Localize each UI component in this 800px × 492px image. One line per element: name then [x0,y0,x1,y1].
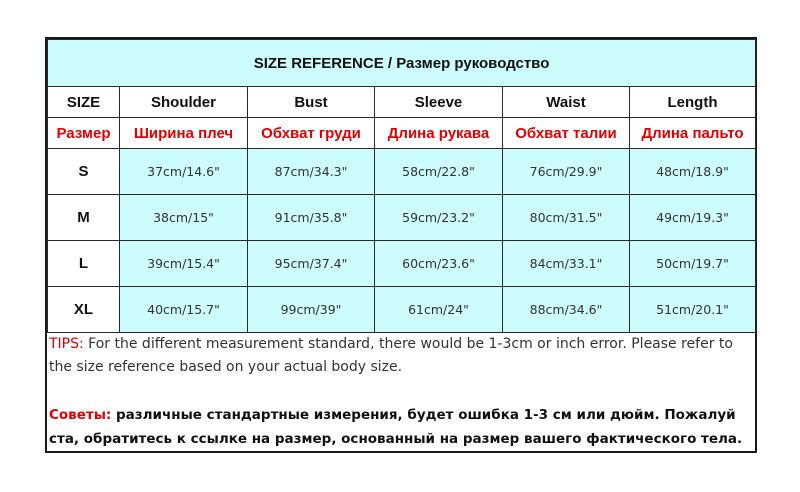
table-row [48,195,756,241]
shoulder-cell: 40cm/15.7" [120,287,248,333]
header-size: SIZE [48,87,120,118]
sleeve-cell: 61cm/24" [375,287,503,333]
header-ru-size: Размер [48,118,120,149]
shoulder-cell: 37cm/14.6" [120,149,248,195]
size-cell: XL [48,287,120,333]
table-row [48,149,756,195]
table-row [48,241,756,287]
waist-cell: 84cm/33.1" [503,241,630,287]
bust-cell: 95cm/37.4" [248,241,375,287]
header-ru-length: Длина пальто [630,118,756,149]
header-bust: Bust [248,87,375,118]
size-chart-table [47,39,756,333]
size-chart-frame [45,37,757,453]
header-ru-sleeve: Длина рукава [375,118,503,149]
sleeve-cell: 58cm/22.8" [375,149,503,195]
tips-text: For the different measurement standard, there would be 1-3cm or inch error. Please refer to the size reference based on your actual body size. [49,336,733,375]
tips-label: TIPS: [49,336,84,352]
size-cell: L [48,241,120,287]
length-cell: 48cm/18.9" [630,149,756,195]
size-cell: S [48,149,120,195]
waist-cell: 76cm/29.9" [503,149,630,195]
header-length: Length [630,87,756,118]
bust-cell: 87cm/34.3" [248,149,375,195]
header-row-en [48,87,756,118]
header-waist: Waist [503,87,630,118]
bust-cell: 99cm/39" [248,287,375,333]
header-sleeve: Sleeve [375,87,503,118]
bust-cell: 91cm/35.8" [248,195,375,241]
length-cell: 51cm/20.1" [630,287,756,333]
size-chart-title: SIZE REFERENCE / Размер руководство [48,40,756,87]
tips-note [49,333,755,379]
sovety-label: Советы: [49,407,112,423]
waist-cell: 80cm/31.5" [503,195,630,241]
shoulder-cell: 38cm/15" [120,195,248,241]
header-ru-waist: Обхват талии [503,118,630,149]
sovety-note [49,403,755,451]
header-ru-shoulder: Ширина плеч [120,118,248,149]
sleeve-cell: 60cm/23.6" [375,241,503,287]
size-cell: M [48,195,120,241]
length-cell: 50cm/19.7" [630,241,756,287]
sovety-text: различные стандартные измерения, будет ошибка 1-3 см или дюйм. Пожалуй ста, обратитесь к ссылке на размер, основанный на размер вашего фактического тела. [49,407,743,447]
header-ru-bust: Обхват груди [248,118,375,149]
waist-cell: 88cm/34.6" [503,287,630,333]
table-row [48,287,756,333]
shoulder-cell: 39cm/15.4" [120,241,248,287]
length-cell: 49cm/19.3" [630,195,756,241]
header-shoulder: Shoulder [120,87,248,118]
header-row-ru [48,118,756,149]
sleeve-cell: 59cm/23.2" [375,195,503,241]
